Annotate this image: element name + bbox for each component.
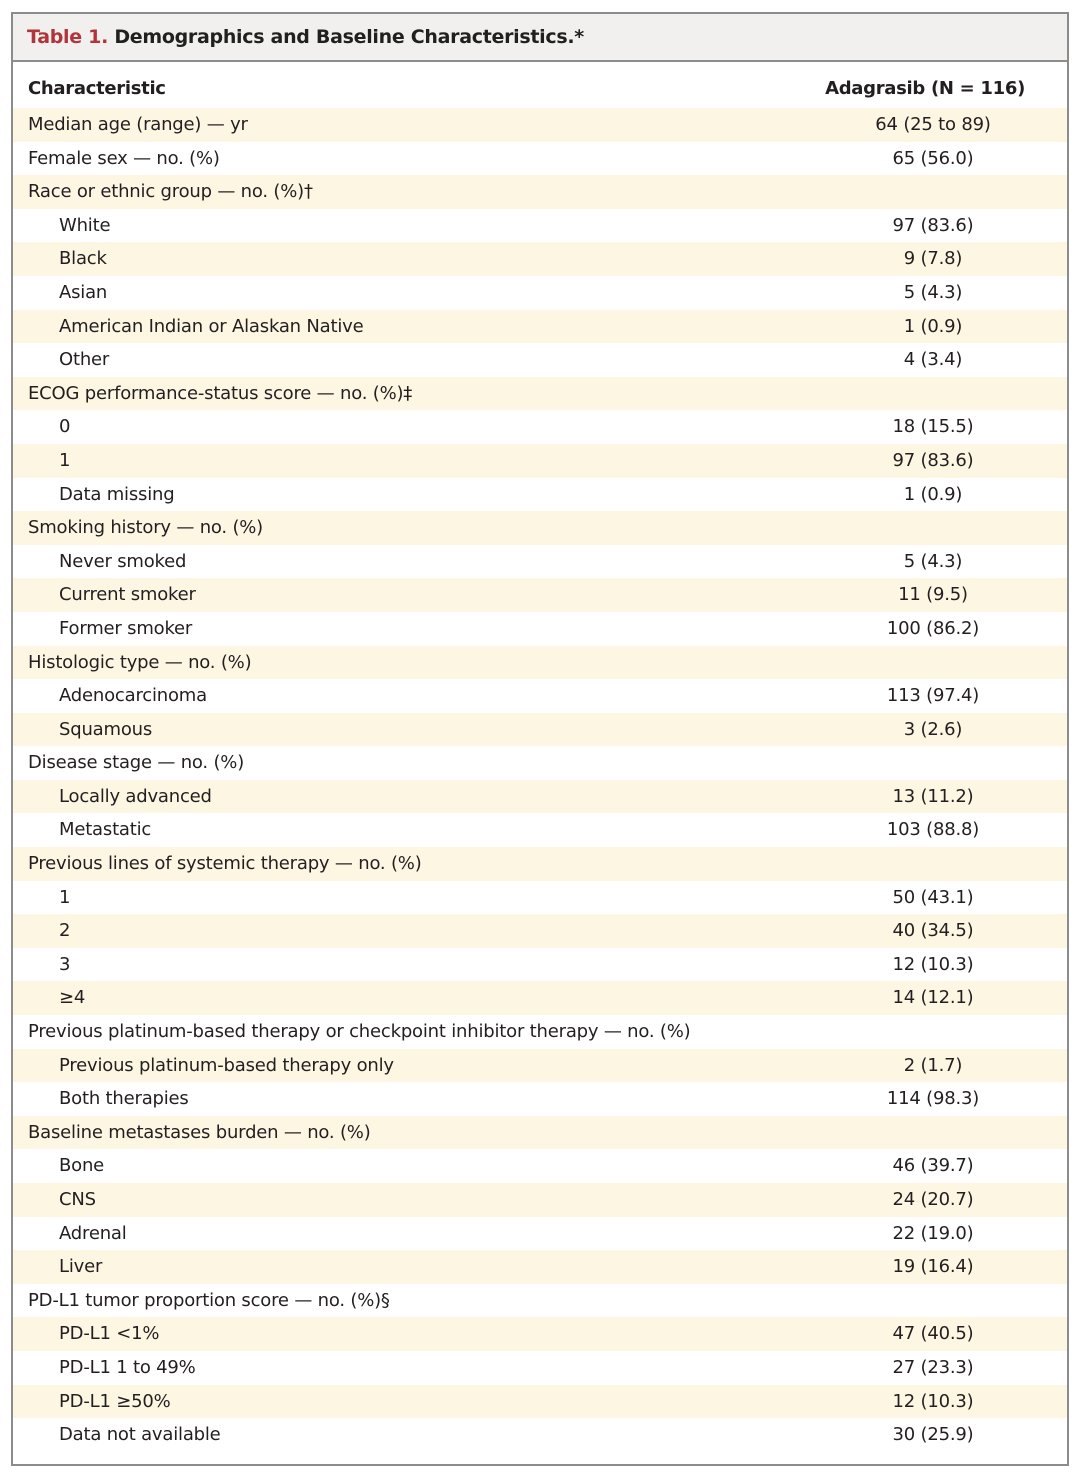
row-value: 5 (4.3) xyxy=(903,281,963,303)
row-value: 103 (88.8) xyxy=(886,819,980,841)
row-value: 1 (0.9) xyxy=(903,315,963,337)
row-value: 24 (20.7) xyxy=(892,1189,974,1210)
row-label: Histologic type — no. (%) xyxy=(28,651,252,673)
row-label: Locally advanced xyxy=(59,785,212,807)
row-label: Data not available xyxy=(59,1424,221,1446)
table-row xyxy=(13,713,1067,747)
row-label: 2 xyxy=(59,920,71,942)
row-value: 1 (0.9) xyxy=(903,483,963,505)
row-value: 97 (83.6) xyxy=(892,449,974,471)
row-label: Previous lines of systemic therapy — no. (%) xyxy=(28,853,422,875)
row-label: Female sex — no. (%) xyxy=(28,147,220,169)
row-value: 9 (7.8) xyxy=(903,248,963,270)
row-value: 3 (2.6) xyxy=(903,718,963,740)
table-row xyxy=(13,881,1067,915)
row-value: 30 (25.9) xyxy=(892,1424,974,1446)
row-value: 12 (10.3) xyxy=(892,1390,974,1412)
row-value: 27 (23.3) xyxy=(892,1356,974,1378)
table-row xyxy=(13,1385,1067,1419)
row-value: 4 (3.4) xyxy=(903,349,963,371)
table-number-label: Table 1. xyxy=(27,26,108,48)
table-row xyxy=(13,1418,1067,1452)
table-row xyxy=(13,679,1067,713)
row-value: 18 (15.5) xyxy=(892,416,974,438)
row-label: Median age (range) — yr xyxy=(28,114,248,135)
row-value: 5 (4.3) xyxy=(903,550,963,572)
table-row xyxy=(13,1217,1067,1251)
table-row xyxy=(13,1049,1067,1083)
row-label: Squamous xyxy=(59,718,153,740)
table-section-row xyxy=(13,377,1067,411)
row-label: Both therapies xyxy=(59,1088,189,1110)
table-title xyxy=(27,26,584,48)
table-title-text: Demographics and Baseline Characteristics.* xyxy=(108,26,584,48)
row-label: Black xyxy=(59,248,107,270)
table-row xyxy=(13,612,1067,646)
row-label: Metastatic xyxy=(59,819,152,841)
row-label: Previous platinum-based therapy only xyxy=(59,1054,394,1076)
table-row xyxy=(13,914,1067,948)
row-label: Race or ethnic group — no. (%)† xyxy=(28,181,313,203)
row-label: American Indian or Alaskan Native xyxy=(59,315,364,337)
row-label: PD-L1 <1% xyxy=(59,1323,160,1345)
table-row xyxy=(13,813,1067,847)
table-row xyxy=(13,1082,1067,1116)
table-row xyxy=(13,981,1067,1015)
table-row xyxy=(13,545,1067,579)
row-label: 3 xyxy=(59,953,71,975)
row-label: Other xyxy=(59,349,110,371)
row-label: Previous platinum-based therapy or checkpoint inhibitor therapy — no. (%) xyxy=(28,1021,691,1043)
table-row xyxy=(13,276,1067,310)
row-label: 1 xyxy=(59,449,71,471)
table-row xyxy=(13,209,1067,243)
table-row xyxy=(13,242,1067,276)
table-section-row xyxy=(13,511,1067,545)
row-label: 1 xyxy=(59,886,71,908)
table-section-row xyxy=(13,1015,1067,1049)
row-value: 47 (40.5) xyxy=(892,1323,974,1345)
row-value: 22 (19.0) xyxy=(892,1222,974,1244)
row-value: 11 (9.5) xyxy=(898,584,968,606)
table-row xyxy=(13,1183,1067,1217)
row-label: Bone xyxy=(59,1155,105,1177)
row-label: Liver xyxy=(59,1256,103,1278)
row-label: Adrenal xyxy=(59,1222,127,1244)
table-row xyxy=(13,444,1067,478)
table-row xyxy=(13,410,1067,444)
table-title-bar xyxy=(13,14,1067,62)
table-row xyxy=(13,948,1067,982)
row-value: 113 (97.4) xyxy=(886,685,980,707)
row-value: 46 (39.7) xyxy=(892,1155,974,1177)
table-section-row xyxy=(13,746,1067,780)
row-value: 97 (83.6) xyxy=(892,214,974,236)
table-row xyxy=(13,578,1067,612)
table-row xyxy=(13,343,1067,377)
row-label: PD-L1 1 to 49% xyxy=(59,1356,196,1378)
table-section-row xyxy=(13,175,1067,209)
table-row xyxy=(13,478,1067,512)
row-label: ≥4 xyxy=(59,987,86,1009)
row-value: 65 (56.0) xyxy=(892,147,974,169)
table-row xyxy=(13,1317,1067,1351)
table-row xyxy=(13,1149,1067,1183)
table-frame xyxy=(11,12,1069,1466)
table-row xyxy=(13,1351,1067,1385)
table-section-row xyxy=(13,142,1067,176)
row-label: Smoking history — no. (%) xyxy=(28,517,264,539)
header-adagrasib: Adagrasib (N = 116) xyxy=(825,78,1025,99)
table-row xyxy=(13,780,1067,814)
row-value: 114 (98.3) xyxy=(886,1088,980,1110)
row-label: Asian xyxy=(59,281,108,303)
table-section-row xyxy=(13,1284,1067,1318)
table-body xyxy=(13,108,1067,1452)
row-value: 14 (12.1) xyxy=(892,987,974,1009)
row-value: 40 (34.5) xyxy=(892,920,974,942)
row-value: 2 (1.7) xyxy=(903,1054,963,1076)
row-label: Former smoker xyxy=(59,617,193,639)
table-row xyxy=(13,310,1067,344)
row-label: CNS xyxy=(59,1189,96,1210)
row-value: 12 (10.3) xyxy=(892,953,974,975)
row-value: 13 (11.2) xyxy=(892,785,974,807)
table-header-row xyxy=(13,70,1067,108)
row-label: Current smoker xyxy=(59,584,196,606)
row-label: PD-L1 ≥50% xyxy=(59,1390,171,1412)
header-characteristic: Characteristic xyxy=(28,78,166,99)
row-label: Data missing xyxy=(59,483,175,505)
table-section-row xyxy=(13,1116,1067,1150)
row-value: 100 (86.2) xyxy=(886,617,980,639)
table-section-row xyxy=(13,847,1067,881)
row-value: 64 (25 to 89) xyxy=(875,114,991,135)
row-label: Adenocarcinoma xyxy=(59,685,207,707)
table-section-row xyxy=(13,646,1067,680)
row-label: Disease stage — no. (%) xyxy=(28,752,245,774)
row-value: 19 (16.4) xyxy=(892,1256,974,1278)
row-label: PD-L1 tumor proportion score — no. (%)§ xyxy=(28,1289,390,1311)
row-label: White xyxy=(59,214,111,236)
row-label: 0 xyxy=(59,416,71,438)
table-row xyxy=(13,1250,1067,1284)
row-label: Baseline metastases burden — no. (%) xyxy=(28,1121,371,1143)
row-label: Never smoked xyxy=(59,550,187,572)
table-section-row xyxy=(13,108,1067,142)
row-value: 50 (43.1) xyxy=(892,886,974,908)
row-label: ECOG performance-status score — no. (%)‡ xyxy=(28,382,413,404)
